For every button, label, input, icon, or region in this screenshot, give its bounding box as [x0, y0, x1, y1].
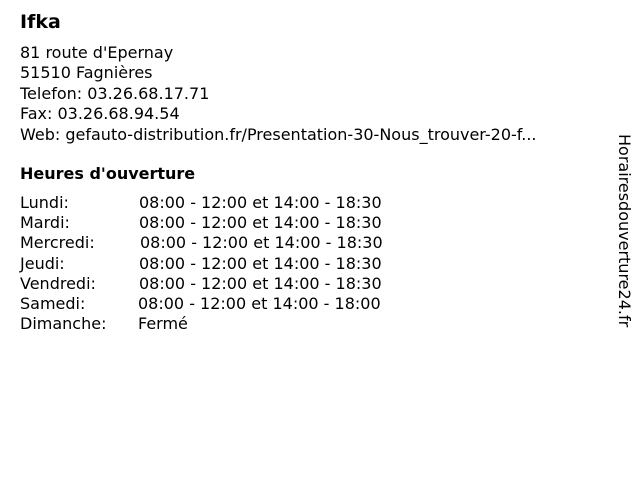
- phone-number: Telefon: 03.26.68.17.71: [20, 83, 210, 103]
- opening-hours-heading: Heures d'ouverture: [20, 164, 196, 183]
- day-label: Vendredi:: [20, 273, 96, 293]
- day-label: Lundi:: [20, 193, 69, 212]
- day-label: Samedi:: [20, 293, 86, 313]
- day-label: Dimanche:: [20, 314, 107, 334]
- website-link[interactable]: Web: gefauto-distribution.fr/Presentation-30-Nous_trouver-20-f...: [20, 124, 537, 144]
- address-city: 51510 Fagnières: [20, 63, 153, 83]
- time-range: Fermé: [138, 314, 188, 334]
- site-brand-vertical[interactable]: [614, 134, 634, 374]
- site-brand-label: Horairesdouverture24.fr: [615, 134, 634, 328]
- fax-number: Fax: 03.26.68.94.54: [20, 104, 180, 124]
- business-name: Ifka: [20, 11, 61, 33]
- business-contact-block: [20, 43, 537, 145]
- time-range: 08:00 - 12:00 et 14:00 - 18:30: [139, 213, 382, 233]
- day-label: Jeudi:: [20, 253, 65, 273]
- day-label: Mardi:: [20, 213, 70, 233]
- time-range: 08:00 - 12:00 et 14:00 - 18:30: [139, 253, 382, 273]
- time-range: 08:00 - 12:00 et 14:00 - 18:30: [140, 233, 383, 253]
- time-range: 08:00 - 12:00 et 14:00 - 18:00: [138, 293, 381, 313]
- time-range: 08:00 - 12:00 et 14:00 - 18:30: [139, 273, 382, 293]
- address-street: 81 route d'Epernay: [20, 43, 174, 62]
- day-label: Mercredi:: [20, 233, 95, 253]
- time-range: 08:00 - 12:00 et 14:00 - 18:30: [139, 193, 382, 212]
